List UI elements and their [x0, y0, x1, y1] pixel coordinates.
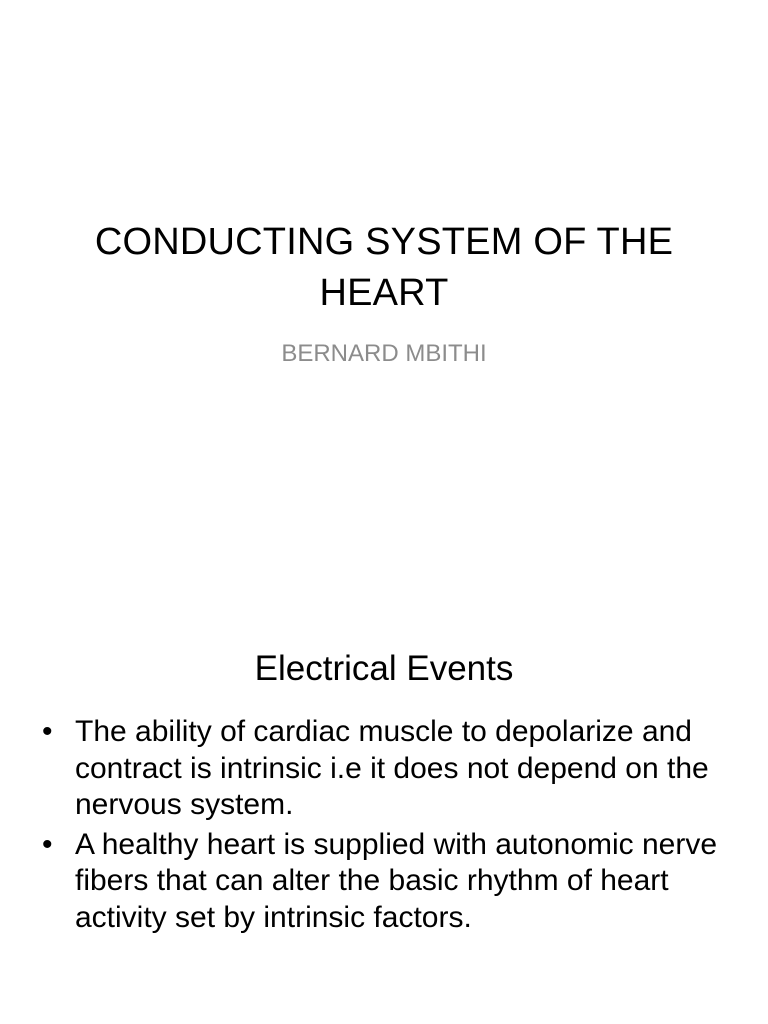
bullet-text: A healthy heart is supplied with autonomic nerve fibers that can alter the basic rhythm of heart activity set by intrinsic factors.: [75, 827, 718, 934]
bullet-marker-icon: •: [42, 715, 53, 748]
author-subtitle: BERNARD MBITHI: [281, 340, 487, 367]
bullet-item: [40, 827, 730, 937]
slide-heading: Electrical Events: [254, 649, 514, 689]
bullet-text: The ability of cardiac muscle to depolarize and contract is intrinsic i.e it does not depend on the nervous system.: [75, 715, 709, 821]
content-slide: [0, 576, 768, 1024]
slide-title: CONDUCTING SYSTEM OF THE HEART: [94, 221, 674, 315]
bullet-item: [40, 714, 730, 824]
bullet-list: [40, 714, 730, 939]
bullet-marker-icon: •: [42, 827, 53, 861]
